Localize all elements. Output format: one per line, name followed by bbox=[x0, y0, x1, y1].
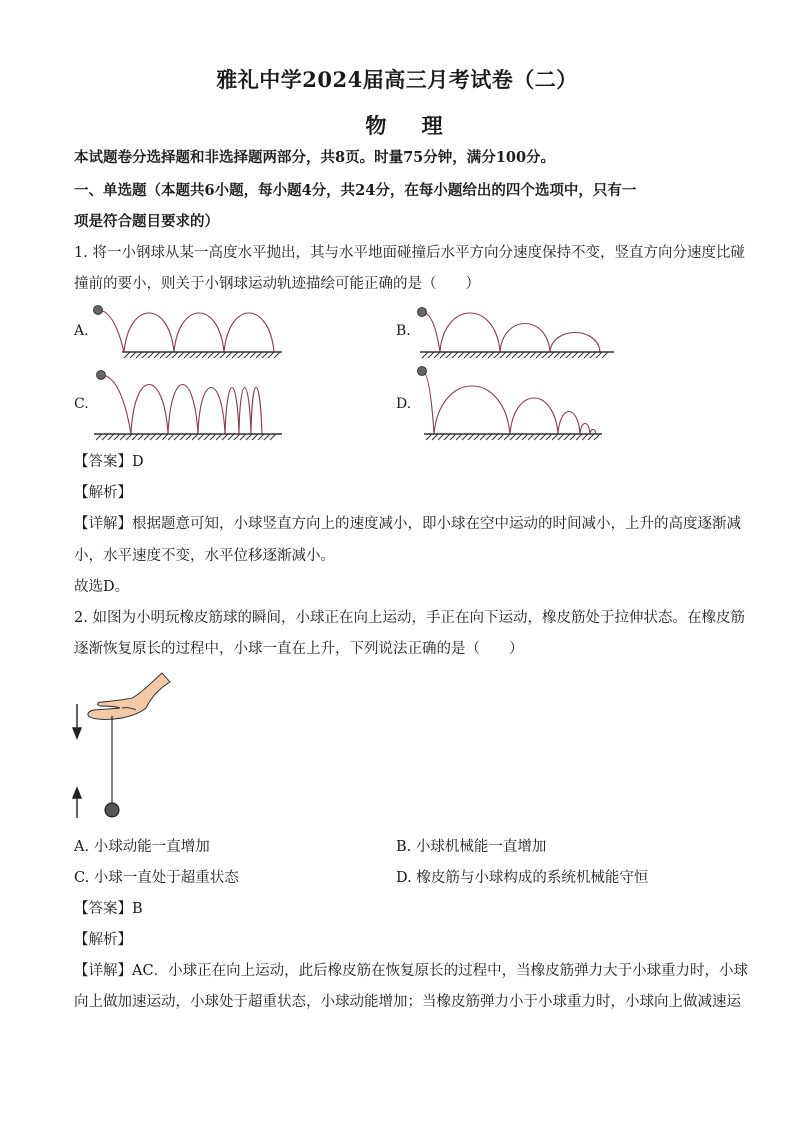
q1-option-c-label: C. bbox=[74, 396, 89, 412]
steel-ball-icon bbox=[418, 308, 427, 317]
q2-answer: 【答案】B bbox=[74, 901, 143, 917]
q1-detail-line1: 【详解】根据题意可知，小球竖直方向上的速度减小，即小球在空中运动的时间减小，上升的高度逐渐减 bbox=[74, 516, 741, 532]
hand-icon bbox=[88, 673, 170, 719]
q1-stem-line1: 1. 将一小钢球从某一高度水平抛出，其与水平地面碰撞后水平方向分速度保持不变，竖直方向分速度比碰 bbox=[74, 245, 745, 261]
q1-stem-line2: 撞前的要小，则关于小钢球运动轨迹描绘可能正确的是（ ） bbox=[74, 276, 480, 292]
subject-title: 物 理 bbox=[365, 113, 457, 138]
ground-hatch bbox=[94, 434, 282, 440]
q2-detail-line2: 向上做加速运动，小球处于超重状态，小球动能增加；当橡皮筋弹力小于小球重力时，小球向上做减速运 bbox=[74, 994, 741, 1010]
q2-option-b: B. 小球机械能一直增加 bbox=[396, 839, 547, 855]
ground-hatch bbox=[420, 352, 614, 358]
q1-figure-b bbox=[410, 300, 620, 362]
ball-icon bbox=[105, 803, 119, 817]
section-heading-line2: 项是符合题目要求的） bbox=[74, 213, 219, 230]
down-arrow-icon bbox=[73, 704, 81, 738]
ground-hatch bbox=[424, 434, 602, 440]
q2-option-c: C. 小球一直处于超重状态 bbox=[74, 870, 239, 886]
q2-stem-line1: 2. 如图为小明玩橡皮筋球的瞬间，小球正在向上运动，手正在向下运动，橡皮筋处于拉伸状态。在橡皮筋 bbox=[74, 610, 745, 626]
q2-detail-line1: 【详解】AC．小球正在向上运动，此后橡皮筋在恢复原长的过程中，当橡皮筋弹力大于小球重力时，小球 bbox=[74, 963, 749, 979]
trajectory-curve bbox=[101, 375, 262, 434]
q1-answer: 【答案】D bbox=[74, 454, 144, 470]
trajectory-curve bbox=[422, 371, 596, 434]
q1-detail-line2: 小，水平速度不变，水平位移逐渐减小。 bbox=[74, 548, 335, 564]
q2-option-d: D. 橡皮筋与小球构成的系统机械能守恒 bbox=[396, 870, 649, 886]
page-title: 雅礼中学2024届高三月考试卷（二） bbox=[216, 67, 578, 92]
q2-stem-line2: 逐渐恢复原长的过程中，小球一直在上升，下列说法正确的是（ ） bbox=[74, 641, 524, 657]
trajectory-curve bbox=[98, 310, 274, 352]
q1-option-b-label: B. bbox=[396, 323, 411, 339]
section-heading-line1: 一、单选题（本题共6小题，每小题4分，共24分，在每小题给出的四个选项中，只有一 bbox=[74, 182, 637, 199]
q2-option-a: A. 小球动能一直增加 bbox=[74, 839, 210, 855]
trajectory-curve bbox=[422, 312, 600, 352]
q1-figure-c bbox=[86, 366, 286, 442]
q1-conclusion: 故选D。 bbox=[74, 579, 130, 595]
q1-figure-a bbox=[84, 300, 294, 362]
q1-option-d-label: D. bbox=[396, 396, 412, 412]
steel-ball-icon bbox=[418, 367, 427, 376]
steel-ball-icon bbox=[94, 306, 103, 315]
q2-analysis-label: 【解析】 bbox=[74, 932, 132, 948]
q1-option-a-label: A. bbox=[74, 323, 89, 339]
intro-text: 本试题卷分选择题和非选择题两部分，共8页。时量75分钟，满分100分。 bbox=[74, 149, 556, 166]
steel-ball-icon bbox=[97, 371, 106, 380]
up-arrow-icon bbox=[73, 788, 81, 818]
q1-analysis-label: 【解析】 bbox=[74, 485, 132, 501]
q2-figure-hand-ball bbox=[66, 668, 186, 828]
q1-figure-d bbox=[412, 364, 612, 442]
ground-hatch bbox=[122, 352, 282, 358]
